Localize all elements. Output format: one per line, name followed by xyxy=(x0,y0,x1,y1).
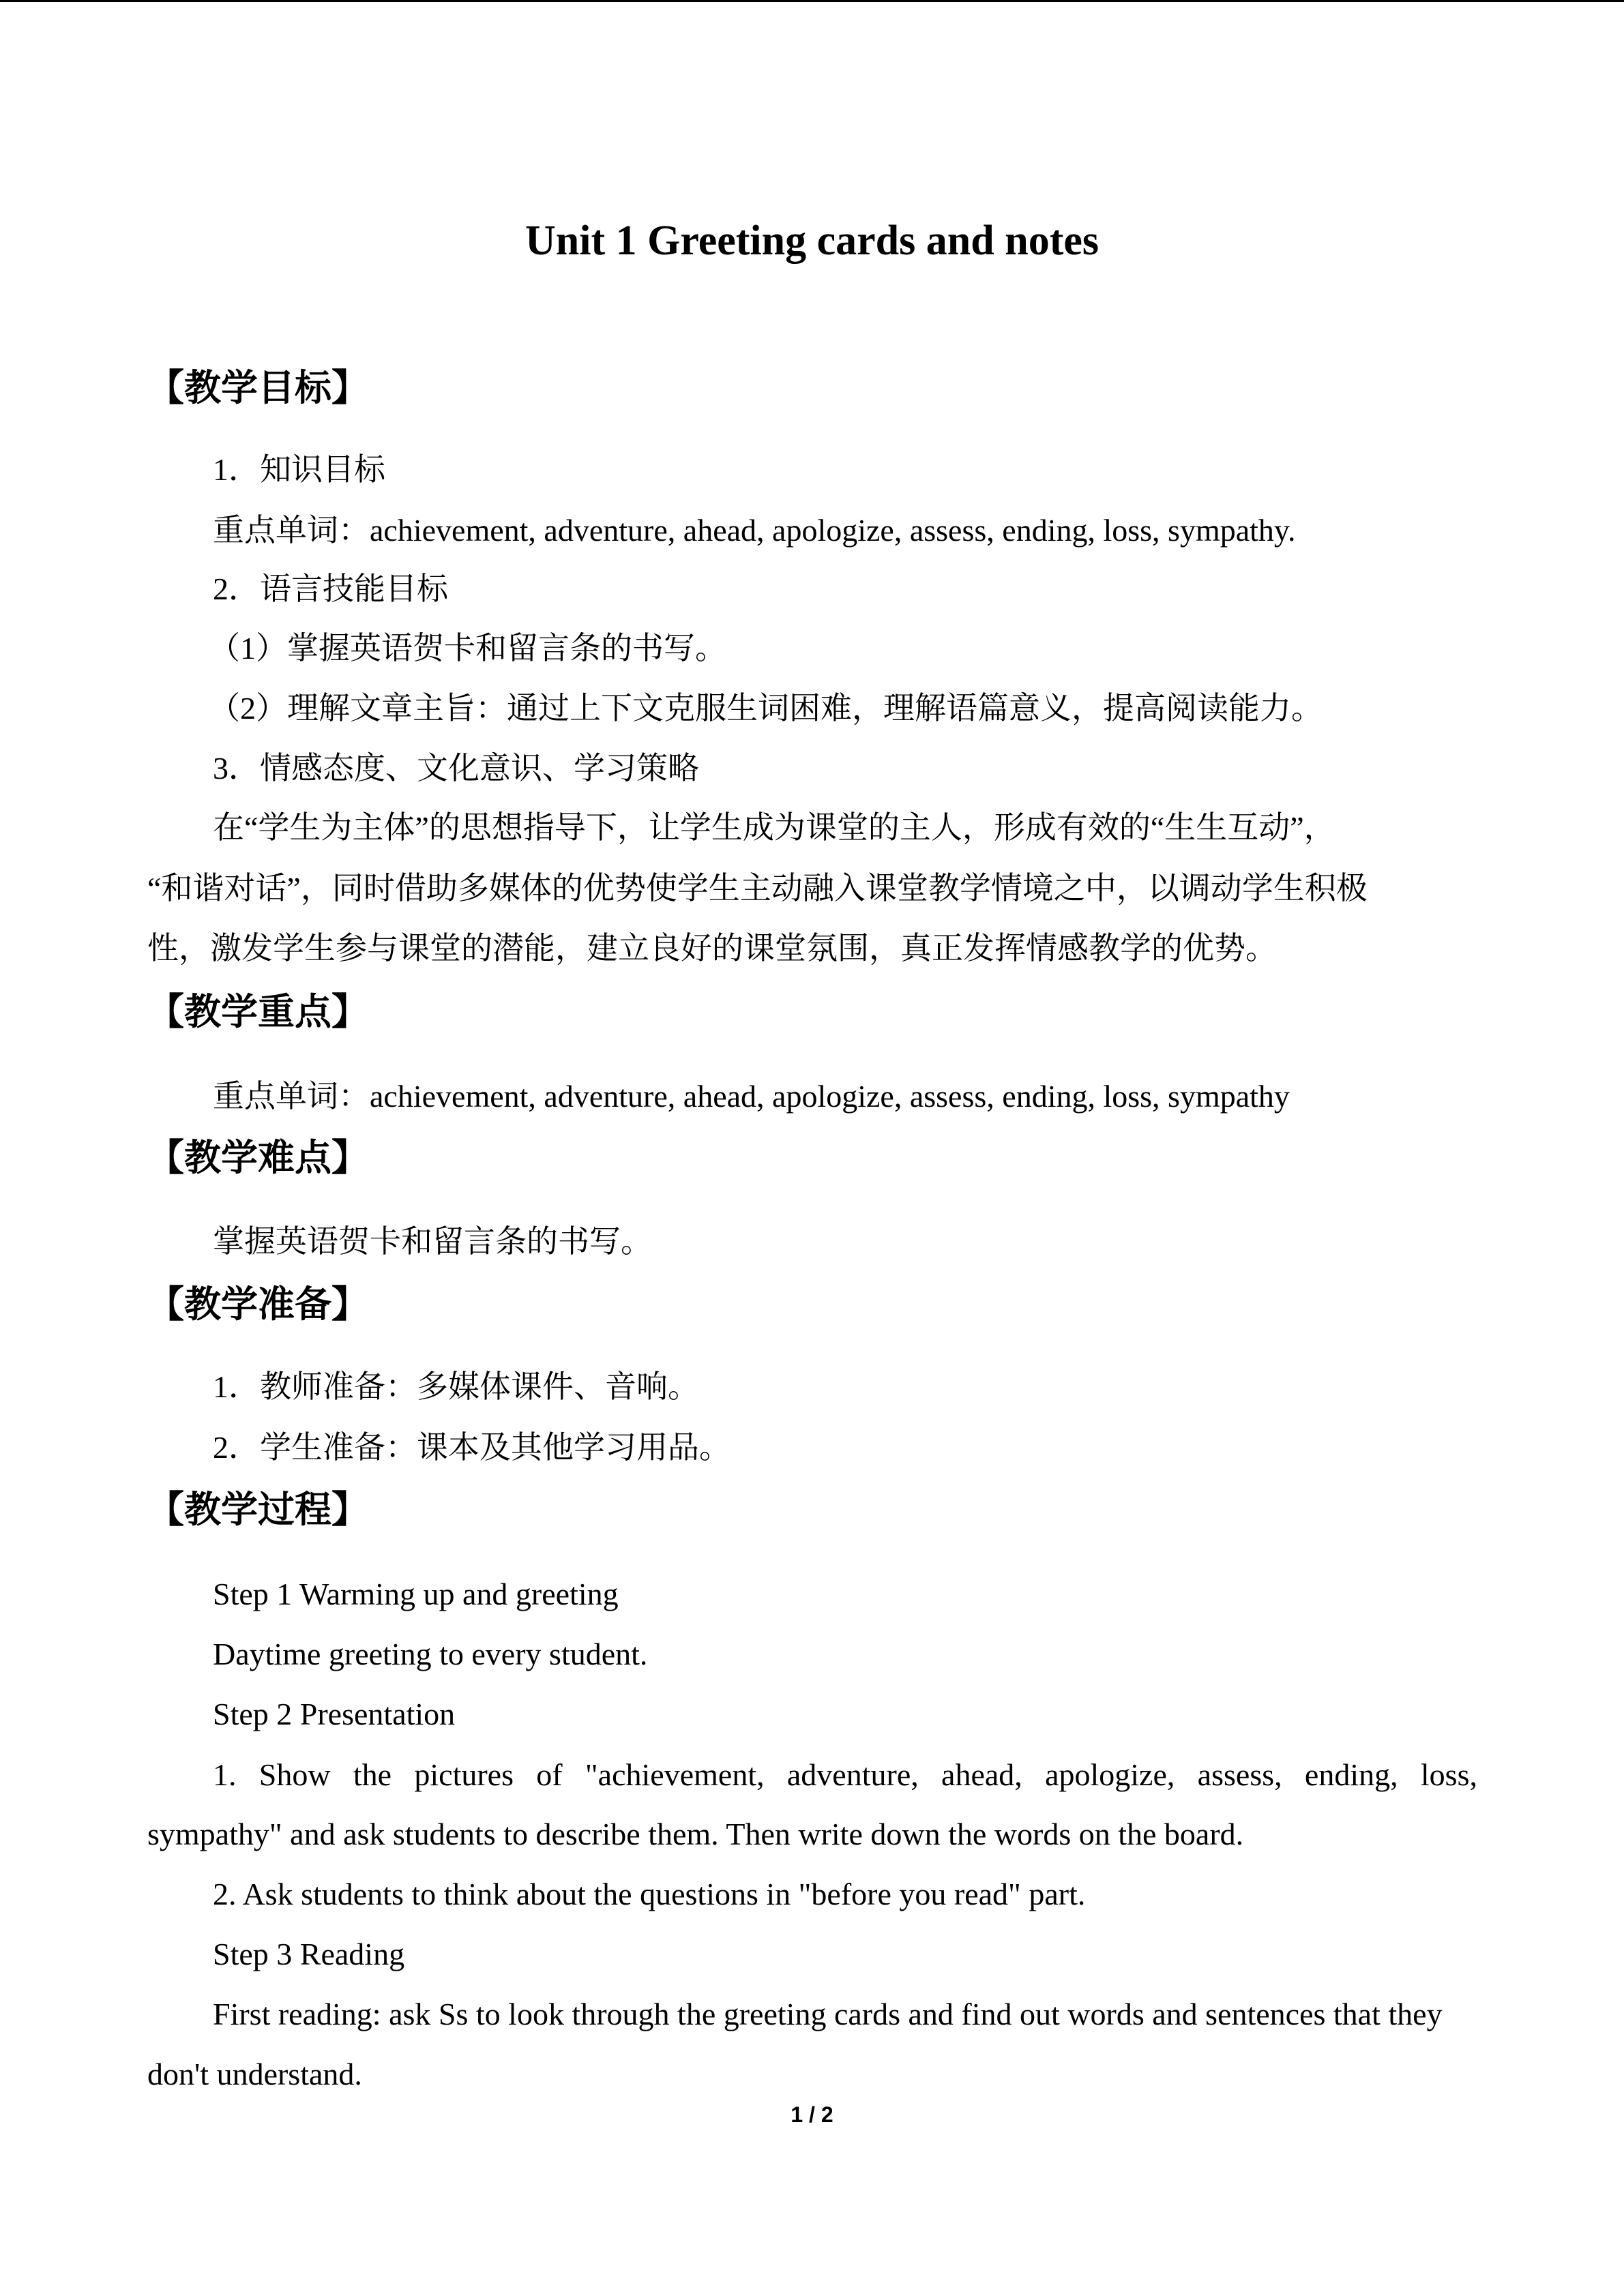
step-1-title: Step 1 Warming up and greeting xyxy=(213,1577,619,1611)
page-title: Unit 1 Greeting cards and notes xyxy=(525,218,1099,264)
step-3-text-line-2: don't understand. xyxy=(147,2057,362,2091)
objective-emotion-label: 3．情感态度、文化意识、学习策略 xyxy=(213,751,699,786)
preparation-student: 2．学生准备：课本及其他学习用品。 xyxy=(213,1430,730,1465)
difficulties-text: 掌握英语贺卡和留言条的书写。 xyxy=(213,1224,652,1259)
objective-emotion-line-3: 性，激发学生参与课堂的潜能，建立良好的课堂氛围，真正发挥情感教学的优势。 xyxy=(147,931,1277,966)
key-points-text: 重点单词：achievement, adventure, ahead, apologize, assess, ending, loss, sympathy xyxy=(213,1079,1290,1114)
step-3-title: Step 3 Reading xyxy=(213,1937,405,1971)
step-3-text-line-1: First reading: ask Ss to look through the greeting cards and find out words and sentences that they xyxy=(213,1997,1443,2031)
objective-knowledge-label: 1．知识目标 xyxy=(213,452,385,487)
top-border xyxy=(0,0,1624,2)
step-1-text: Daytime greeting to every student. xyxy=(213,1637,648,1671)
objective-skill-label: 2．语言技能目标 xyxy=(213,571,448,606)
heading-preparation: 【教学准备】 xyxy=(147,1283,368,1326)
heading-key-points: 【教学重点】 xyxy=(147,990,368,1033)
step-2-item-2: 2. Ask students to think about the questions in "before you read" part. xyxy=(213,1877,1086,1911)
heading-process: 【教学过程】 xyxy=(147,1488,368,1531)
heading-difficulties: 【教学难点】 xyxy=(147,1136,368,1179)
objective-skill-1: （1）掌握英语贺卡和留言条的书写。 xyxy=(209,631,726,666)
objective-key-words: 重点单词：achievement, adventure, ahead, apologize, assess, ending, loss, sympathy. xyxy=(213,513,1296,548)
objective-skill-2: （2）理解文章主旨：通过上下文克服生词困难，理解语篇意义，提高阅读能力。 xyxy=(209,691,1323,726)
step-2-title: Step 2 Presentation xyxy=(213,1697,456,1731)
objective-emotion-line-1: 在“学生为主体”的思想指导下，让学生成为课堂的主人，形成有效的“生生互动”， xyxy=(213,810,1335,845)
preparation-teacher: 1．教师准备：多媒体课件、音响。 xyxy=(213,1369,699,1404)
heading-objectives: 【教学目标】 xyxy=(147,366,368,409)
objective-emotion-line-2: “和谐对话”，同时借助多媒体的优势使学生主动融入课堂教学情境之中，以调动学生积极 xyxy=(147,871,1368,906)
step-2-item-1-line-2: sympathy" and ask students to describe them. Then write down the words on the board. xyxy=(147,1817,1244,1851)
page-number: 1 / 2 xyxy=(791,2102,833,2127)
step-2-item-1-line-1: 1. Show the pictures of "achievement, adventure, ahead, apologize, assess, ending, loss, xyxy=(213,1757,1477,1792)
